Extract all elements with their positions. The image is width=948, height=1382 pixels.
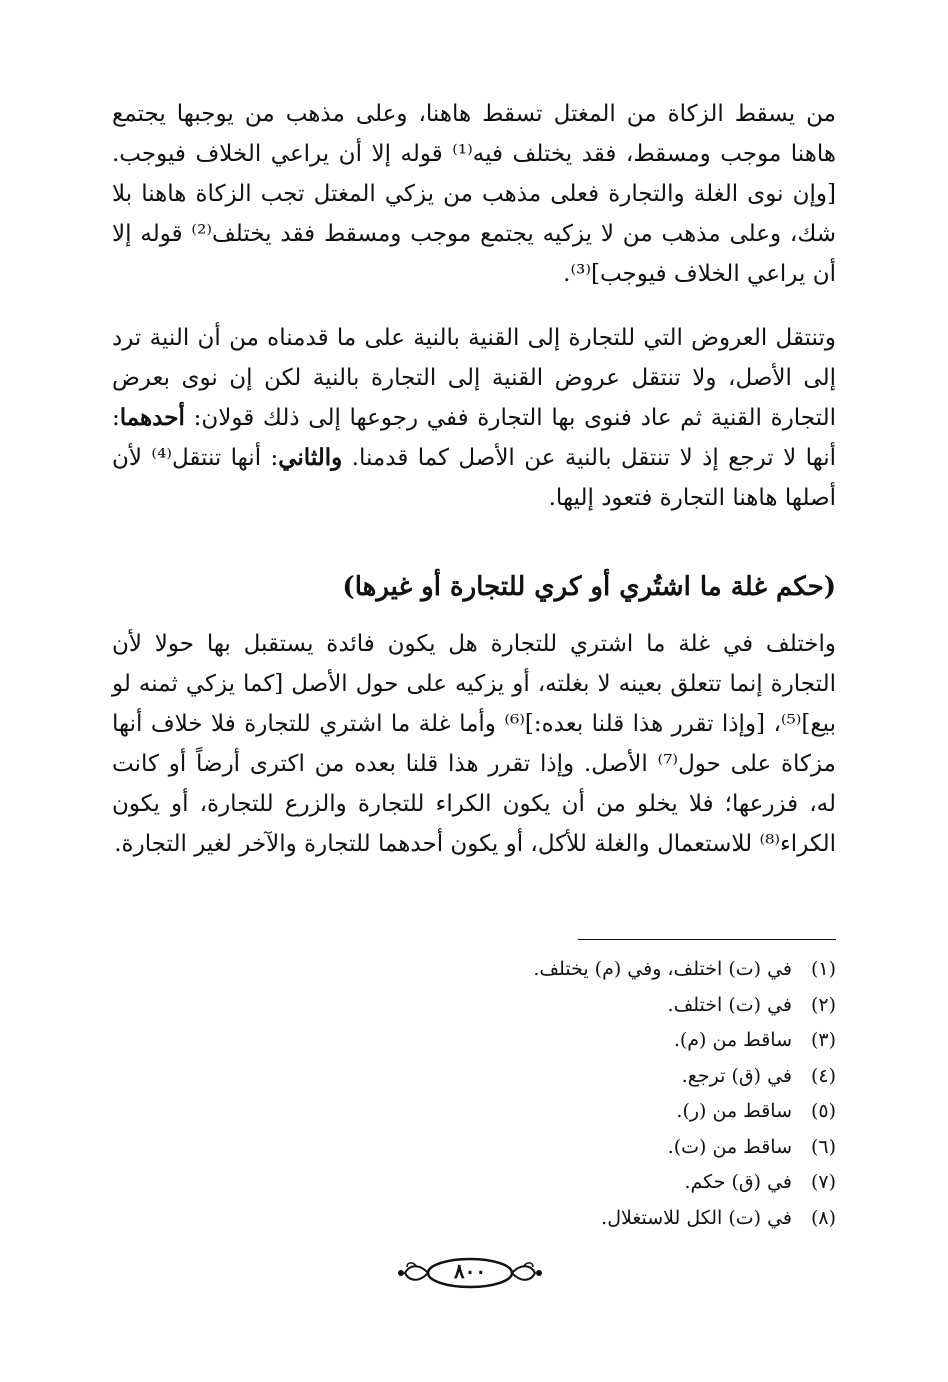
footnote-text: ساقط من (ر). — [676, 1100, 792, 1122]
footnote-number: (٢) — [810, 993, 836, 1016]
footnote-text: في (ت) اختلف، وفي (م) يختلف. — [533, 958, 792, 980]
footnote-text: ساقط من (م). — [673, 1029, 792, 1051]
footnote-item — [136, 1165, 836, 1201]
footnote-number: (١) — [810, 958, 836, 980]
second-opinion-text: : أنها تنتقل⁽⁴⁾ لأن أصلها هاهنا التجارة فتعود إليها. — [112, 445, 836, 511]
footnote-item — [136, 1023, 836, 1059]
paragraph-1 — [112, 94, 836, 294]
footnotes-list — [136, 952, 836, 1236]
footnote-item — [136, 988, 836, 1024]
footnote-number: (٤) — [810, 1064, 836, 1087]
footnote-item — [136, 1201, 836, 1237]
paragraph-2 — [112, 318, 836, 518]
paragraph-3 — [112, 624, 836, 864]
paragraph-3-text: واختلف في غلة ما اشتري للتجارة هل يكون فائدة يستقبل بها حولا لأن التجارة إنما تتعلق بعينه لا بغلته، أو يزكيه على حول الأصل [كما يزكي ثمنه لو بيع]⁽⁵⁾، [وإذا تقرر هذا قلنا بعده:]⁽⁶⁾ وأما غلة ما اشتري للتجارة فلا خلاف أنها مزكاة على حول⁽⁷⁾ الأصل. وإذا تقرر هذا قلنا بعده من اكترى أرضاً أو كانت له، فزرعها؛ فلا يخلو من أن يكون الكراء للتجارة والزرع للتجارة، أو يكون الكراء⁽⁸⁾ للاستعمال والغلة للأكل، أو يكون أحدهما للتجارة والآخر لغير التجارة. — [112, 631, 836, 857]
second-opinion-label: والثاني — [278, 444, 343, 471]
footnote-separator — [578, 939, 836, 940]
footnote-text: ساقط من (ت). — [667, 1135, 792, 1158]
footnote-text: في (ق) حكم. — [684, 1171, 792, 1193]
footnote-text: في (ت) الكل للاستغلال. — [601, 1206, 792, 1229]
footnote-number: (٨) — [810, 1206, 836, 1229]
first-opinion-label: أحدهما — [119, 404, 185, 431]
paragraph-2-intro: وتنتقل العروض التي للتجارة إلى القنية بالنية على ما قدمناه من أن النية ترد إلى الأصل، ولا تنتقل عروض القنية إلى التجارة بالنية لكن إن نوى بعرض التجارة القنية ثم عاد فنوى بها التجارة ففي رجوعها إلى ذلك قولان: — [112, 325, 837, 431]
section-heading: (حكم غلة ما اشتُري أو كري للتجارة أو غيرها) — [342, 572, 836, 602]
page-number-ornament — [395, 1253, 545, 1293]
footnote-number: (٥) — [810, 1100, 836, 1122]
footnote-item — [136, 1130, 836, 1166]
page-number: ٨٠٠ — [453, 1259, 487, 1283]
footnote-item — [136, 1059, 836, 1095]
paragraph-1-text: من يسقط الزكاة من المغتل تسقط هاهنا، وعلى مذهب من يوجبها يجتمع هاهنا موجب ومسقط، فقد يختلف فيه⁽¹⁾ قوله إلا أن يراعي الخلاف فيوجب. [وإن نوى الغلة والتجارة فعلى مذهب من يزكي المغتل تجب الزكاة هاهنا بلا شك، وعلى مذهب من لا يزكيه يجتمع موجب ومسقط فقد يختلف⁽²⁾ قوله إلا أن يراعي الخلاف فيوجب]⁽³⁾. — [112, 101, 836, 287]
footnote-item — [136, 1094, 836, 1130]
footnote-number: (٣) — [810, 1029, 836, 1051]
footnote-number: (٦) — [810, 1135, 836, 1158]
first-opinion-text: : أنها لا ترجع إذ لا تنتقل بالنية عن الأصل كما قدمنا. — [112, 405, 837, 471]
footnote-item — [136, 952, 836, 988]
footnote-text: في (ق) ترجع. — [681, 1064, 792, 1087]
footnote-text: في (ت) اختلف. — [667, 993, 792, 1016]
paragraph-2-text — [112, 318, 836, 518]
footnote-number: (٧) — [810, 1171, 836, 1193]
